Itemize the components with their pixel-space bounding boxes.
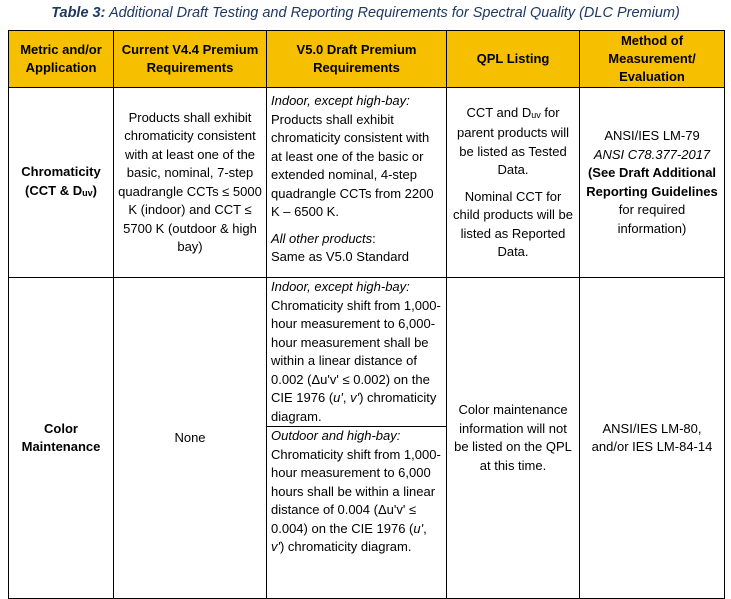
method-see: (See bbox=[587, 165, 620, 180]
caption-text: Additional Draft Testing and Reporting Requirements for Spectral Quality (DLC Premium) bbox=[105, 5, 680, 21]
header-method: Method of Measurement/ Evaluation bbox=[580, 31, 725, 88]
v50-cm-text-outdoor-a: Chromaticity shift from 1,000-hour measurement to 6,000 hours shall be within a linear distance of 0.004 (Δu'v' ≤ 0.004) on the CIE 1976 ( bbox=[271, 446, 441, 536]
v50-cm-text-indoor-v: v' bbox=[350, 390, 360, 405]
v50-heading-other-text: All other products bbox=[271, 230, 373, 246]
caption-label: Table 3: bbox=[51, 5, 106, 21]
table-row bbox=[9, 88, 725, 278]
header-row bbox=[9, 31, 725, 88]
v50-cm-text-outdoor-comma: , bbox=[423, 520, 427, 536]
method-rest: for required information) bbox=[617, 202, 687, 236]
v50-text-indoor: Products shall exhibit chromaticity consistent with at least one of the basic or extended nominal, 4-step quadrangle CCTs from 2200 K – 6500 K. bbox=[271, 111, 434, 219]
method-guidelines: Draft Additional Reporting Guidelines bbox=[586, 165, 718, 199]
method-line-2: ANSI C78.377-2017 bbox=[593, 146, 711, 162]
v50-cm-text-outdoor-b: ) chromaticity diagram. bbox=[279, 539, 412, 554]
row-color-maintenance-qpl: Color maintenance information will not be listed on the QPL at this time. bbox=[447, 278, 580, 599]
metric-line-2 bbox=[13, 182, 109, 203]
v50-cm-text-outdoor-u: u' bbox=[413, 520, 424, 536]
v50-cm-text-indoor-comma: , bbox=[342, 390, 351, 405]
v50-cm-heading-outdoor: Outdoor and high-bay: bbox=[271, 428, 401, 443]
header-v50: V5.0 Draft Premium Requirements bbox=[267, 31, 447, 88]
metric-text: (CCT & D bbox=[25, 182, 83, 198]
metric-subscript: uv bbox=[82, 187, 93, 198]
v50-cm-heading-indoor: Indoor, except high-bay: bbox=[271, 279, 410, 294]
metric-close: ) bbox=[92, 182, 97, 198]
v50-heading-other-colon: : bbox=[372, 230, 376, 246]
qpl-p1-text: CCT and D bbox=[466, 104, 532, 120]
row-chromaticity-v50 bbox=[267, 88, 447, 278]
header-qpl: QPL Listing bbox=[447, 31, 580, 88]
row-color-maintenance-method: ANSI/IES LM-80, and/or IES LM-84-14 bbox=[580, 278, 725, 599]
v50-cm-text-outdoor-v: v' bbox=[271, 539, 280, 554]
v50-heading-indoor: Indoor, except high-bay: bbox=[271, 93, 410, 108]
table-caption bbox=[0, 0, 731, 30]
qpl-paragraph-1 bbox=[451, 104, 575, 180]
row-color-maintenance-metric: Color Maintenance bbox=[9, 278, 114, 599]
v50-cm-text-outdoor bbox=[271, 446, 442, 557]
qpl-p1-rest: for parent products will be listed as Tested Data. bbox=[457, 104, 569, 177]
row-chromaticity-metric bbox=[9, 88, 114, 278]
row-chromaticity-v44: Products shall exhibit chromaticity consistent with at least one of the basic, nominal, 7-step quadrangle CCTs ≤ 5000 K (indoor) and CCT ≤ 5700 K (outdoor & high bay) bbox=[114, 88, 267, 278]
header-metric: Metric and/or Application bbox=[9, 31, 114, 88]
qpl-p1-subscript: uv bbox=[531, 109, 541, 120]
qpl-paragraph-2: Nominal CCT for child products will be listed as Reported Data. bbox=[453, 188, 573, 259]
row-color-maintenance-v50 bbox=[267, 278, 447, 599]
v50-cm-text-indoor bbox=[271, 297, 442, 427]
v50-cm-text-indoor-a: Chromaticity shift from 1,000-hour measurement to 6,000-hour measurement shall be within a linear distance of 0.002 (Δu'v' ≤ 0.002) on the CIE 1976 ( bbox=[271, 297, 441, 405]
v50-heading-other bbox=[271, 230, 442, 249]
v50-cm-text-indoor-u: u' bbox=[333, 390, 343, 405]
row-color-maintenance-v44: None bbox=[114, 278, 267, 599]
header-v44: Current V4.4 Premium Requirements bbox=[114, 31, 267, 88]
v50-text-other: Same as V5.0 Standard bbox=[271, 249, 410, 264]
method-line-3 bbox=[584, 164, 720, 238]
v50-outdoor-block bbox=[267, 427, 446, 557]
v50-cm-text-indoor-b: ) chromaticity diagram. bbox=[271, 390, 437, 424]
requirements-table bbox=[8, 30, 725, 599]
table-row bbox=[9, 278, 725, 599]
method-line-1: ANSI/IES LM-79 bbox=[604, 128, 700, 143]
metric-line-1: Chromaticity bbox=[21, 164, 101, 179]
v50-indoor-block bbox=[267, 278, 446, 427]
row-chromaticity-method bbox=[580, 88, 725, 278]
row-chromaticity-qpl bbox=[447, 88, 580, 278]
